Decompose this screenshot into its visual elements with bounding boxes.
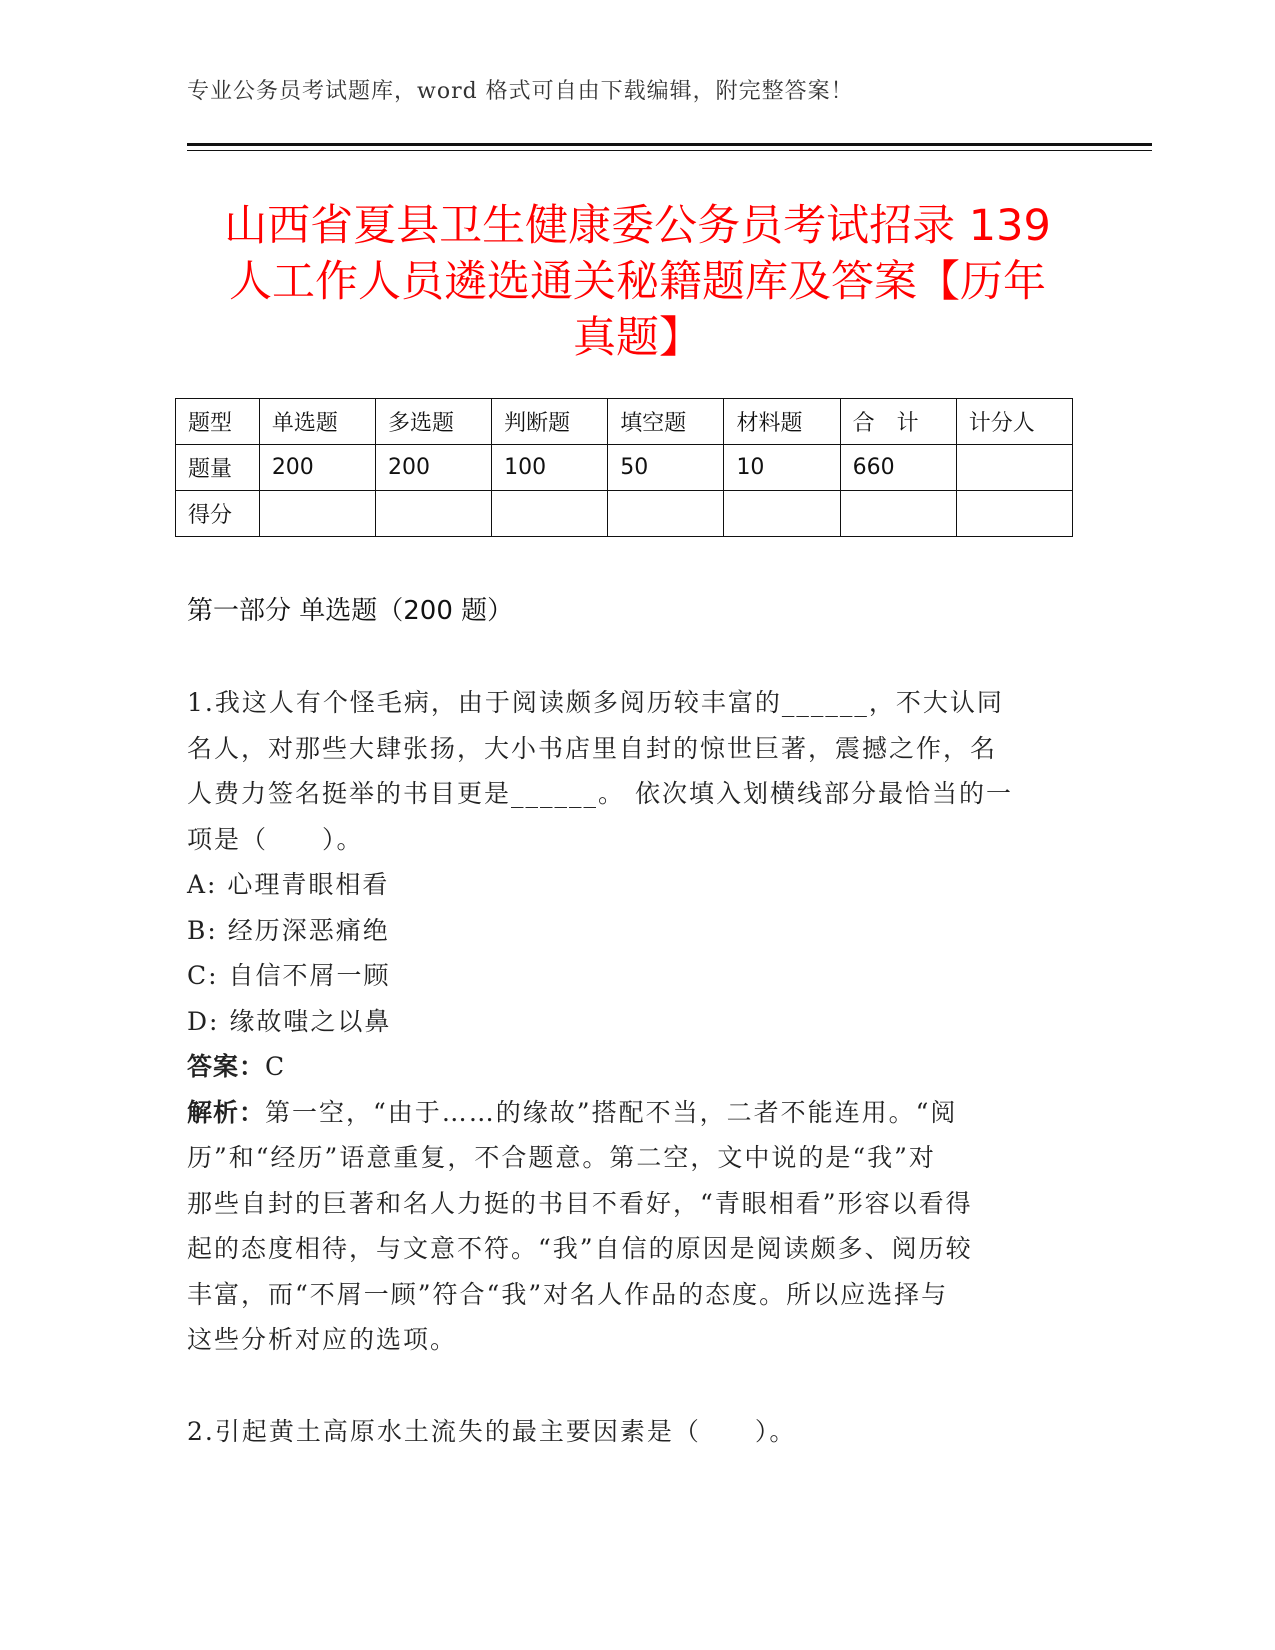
question-stem-line: 1.我这人有个怪毛病，由于阅读颇多阅历较丰富的______，不大认同: [187, 688, 1004, 717]
score-table-cell: 10: [724, 445, 840, 491]
analysis-line: 那些自封的巨著和名人力挺的书目不看好，“青眼相看”形容以看得: [187, 1188, 973, 1218]
option-a: A: 心理青眼相看: [187, 870, 390, 899]
score-table-cell: 判断题: [492, 399, 608, 445]
score-table-cell: 200: [259, 445, 375, 491]
score-table-cell: [608, 491, 724, 537]
title-line-2: 人工作人员遴选通关秘籍题库及答案【历年: [229, 257, 1046, 307]
header-divider-thin: [187, 150, 1152, 151]
header-note: 专业公务员考试题库，word 格式可自由下载编辑，附完整答案！: [187, 79, 854, 104]
analysis-line: 丰富，而“不屑一顾”符合“我”对名人作品的态度。所以应选择与: [187, 1279, 949, 1309]
score-table-cell: 题量: [176, 445, 260, 491]
option-c: C: 自信不屑一顾: [187, 961, 391, 990]
score-table-cell: 合 计: [840, 399, 956, 445]
question-2: [187, 1409, 1077, 1455]
title-line-1: 山西省夏县卫生健康委公务员考试招录 139: [224, 201, 1051, 251]
score-table-cell: [259, 491, 375, 537]
score-table-cell: 200: [375, 445, 491, 491]
score-table-cell: [956, 445, 1072, 491]
score-table-cell: [956, 491, 1072, 537]
score-table-cell: [840, 491, 956, 537]
answer-label: 答案：: [187, 1052, 266, 1081]
document-title: [150, 198, 1125, 366]
score-table-cell: 660: [840, 445, 956, 491]
score-table-cell: 材料题: [724, 399, 840, 445]
score-table-score-row: [176, 491, 1073, 537]
score-table-cell: 计分人: [956, 399, 1072, 445]
option-d: D: 缘故嗤之以鼻: [187, 1006, 392, 1036]
analysis-text: 第一空，“由于……的缘故”搭配不当，二者不能连用。“阅: [265, 1097, 958, 1127]
question-spacer: [187, 1363, 1077, 1409]
analysis-line: [187, 1090, 1077, 1136]
score-table-cell: [375, 491, 491, 537]
score-table-cell: 得分: [176, 491, 260, 537]
analysis-line: 这些分析对应的选项。: [187, 1325, 458, 1354]
header-divider-thick: [187, 143, 1152, 146]
score-table-cell: 单选题: [259, 399, 375, 445]
score-table-cell: [492, 491, 608, 537]
score-table-header-row: [176, 399, 1073, 445]
score-table-cell: 100: [492, 445, 608, 491]
question-stem-line: 名人，对那些大肆张扬，大小书店里自封的惊世巨著，震撼之作，名: [187, 733, 998, 763]
title-line-3: 真题】: [573, 313, 702, 363]
question-stem-line: 项是（ ）。: [187, 824, 364, 854]
score-table-cell: 题型: [176, 399, 260, 445]
question-list: [187, 680, 1077, 1454]
answer-value: C: [265, 1052, 287, 1081]
section-heading: 第一部分 单选题（200 题）: [187, 596, 514, 626]
analysis-line: 历”和“经历”语意重复，不合题意。第二空，文中说的是“我”对: [187, 1143, 936, 1172]
score-table-cell: 填空题: [608, 399, 724, 445]
option-b: B: 经历深恶痛绝: [187, 915, 390, 945]
analysis-line: 起的态度相待，与文意不符。“我”自信的原因是阅读颇多、阅历较: [187, 1234, 973, 1263]
score-table-cell: [724, 491, 840, 537]
question-1: [187, 680, 1077, 1363]
question-stem-line: 2.引起黄土高原水土流失的最主要因素是（ ）。: [187, 1416, 797, 1446]
analysis-label: 解析：: [187, 1097, 266, 1127]
score-table-cell: 多选题: [375, 399, 491, 445]
answer-line: [187, 1044, 1077, 1090]
score-table-cell: 50: [608, 445, 724, 491]
score-table: [175, 398, 1073, 537]
question-stem-line: 人费力签名挺举的书目更是______。 依次填入划横线部分最恰当的一: [187, 779, 1013, 808]
score-table-count-row: [176, 445, 1073, 491]
